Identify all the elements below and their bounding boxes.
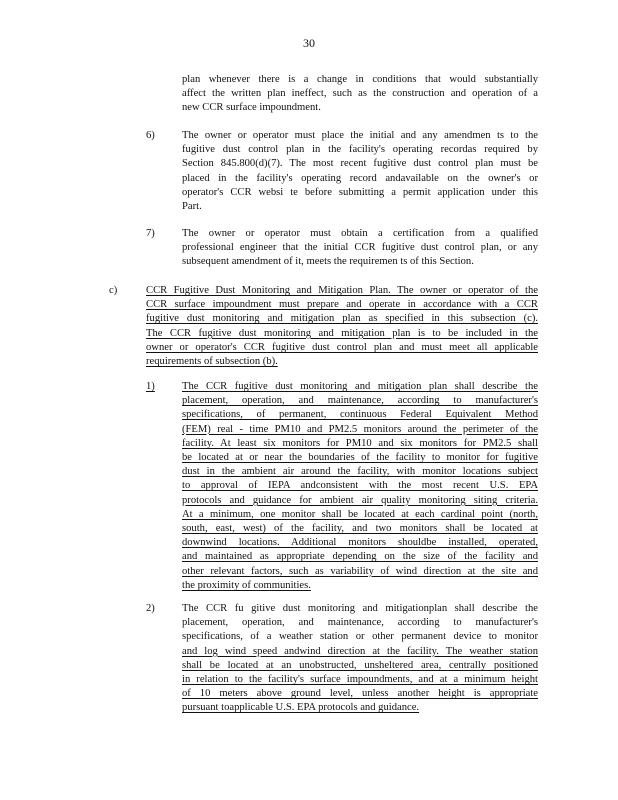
text-line: pursuant toapplicable U.S. EPA protocols and guidance. (182, 702, 420, 714)
text-line: in relation to the facility's surface impoundments, and at a minimum height (182, 674, 538, 686)
paragraph-continuation (182, 73, 538, 116)
text-line: specifications, of a weather station or other permanent device to monitor (182, 631, 538, 643)
text-line: be located at or near the boundaries of the facility to monitor for fugitive (182, 452, 538, 464)
text-line: CCR Fugitive Dust Monitoring and Mitigation Plan. The owner or operator of the (146, 285, 538, 296)
text-line: operator's CCR websi te before submitting a permit application under this (182, 186, 538, 198)
text-line: The CCR fu gitive dust monitoring and mitigationplan shall describe the (182, 603, 538, 614)
paragraph-item-c1 (182, 380, 538, 593)
text-line: shall be located at an unobstructed, unsheltered area, centrally positioned (182, 659, 538, 671)
text-line: The CCR fugitive dust monitoring and mitigation plan shall describe the (182, 381, 538, 392)
text-line: (FEM) real - time PM10 and PM2.5 monitors around the perimeter of the (182, 423, 538, 435)
text-line: The CCR fugitive dust monitoring and mitigation plan is to be included in the (146, 327, 538, 339)
text-line: facility. At least six monitors for PM10 and six monitors for PM2.5 shall (182, 437, 538, 449)
text-line: of 10 meters above ground level, unless another height is appropriate (182, 688, 538, 700)
text-line: affect the written plan ineffect, such as the construction and operation of a (182, 88, 538, 100)
paragraph-item-c (146, 284, 538, 369)
paragraph-item-c2 (182, 602, 538, 716)
paragraph-item-7 (182, 227, 538, 270)
text-line: professional engineer that the initial CCR fugitive dust control plan, or any (182, 242, 538, 254)
text-line: to approval of IEPA andconsistent with the most recent U.S. EPA (182, 480, 538, 492)
item-marker-c2: 2) (146, 603, 155, 614)
text-line: placed in the facility's operating record andavailable on the owner's or (182, 172, 538, 184)
text-line: owner or operator's CCR fugitive dust control plan and must meet all applicable (146, 341, 538, 353)
item-marker-c1: 1) (146, 381, 155, 392)
text-line: and maintained as appropriate depending on the size of the facility and (182, 551, 538, 563)
text-line: The owner or operator must place the initial and any amendmen ts to the (182, 130, 538, 141)
text-line: protocols and guidance for ambient air quality monitoring siting criteria. (182, 494, 538, 506)
text-line: fugitive dust monitoring and mitigation plan as specified in this subsection (c). (146, 313, 538, 325)
item-marker-7: 7) (146, 228, 155, 239)
text-line: placement, operation, and maintenance, according to manufacturer's (182, 395, 538, 407)
text-line: dust in the ambient air around the facility, with monitor locations subject (182, 466, 538, 478)
text-line: Section 845.800(d)(7). The most recent fugitive dust control plan must be (182, 158, 538, 170)
page-number: 30 (303, 36, 315, 50)
text-line: downwind locations. Additional monitors shouldbe installed, operated, (182, 537, 538, 549)
text-line: fugitive dust control plan in the facility's operating recordas required by (182, 144, 538, 156)
item-marker-6: 6) (146, 130, 155, 141)
item-marker-c: c) (109, 285, 118, 296)
text-line: The owner or operator must obtain a certification from a qualified (182, 228, 538, 239)
text-line: and log wind speed andwind direction at the facility. The weather station (182, 645, 538, 657)
text-line: other relevant factors, such as variability of wind direction at the site and (182, 565, 538, 577)
text-line: subsequent amendment of it, meets the requiremen ts of this Section. (182, 256, 474, 268)
text-line: specifications, of permanent, continuous Federal Equivalent Method (182, 409, 538, 421)
text-line: At a minimum, one monitor shall be located at each cardinal point (north, (182, 508, 538, 520)
text-line: the proximity of communities. (182, 579, 311, 591)
text-line: Part. (182, 201, 202, 213)
text-line: placement, operation, and maintenance, according to manufacturer's (182, 617, 538, 629)
text-line: requirements of subsection (b). (146, 356, 278, 368)
text-line: south, east, west) of the facility, and two monitors shall be located at (182, 523, 538, 535)
text-line: new CCR surface impoundment. (182, 102, 321, 114)
paragraph-item-6 (182, 129, 538, 214)
text-line: plan whenever there is a change in conditions that would substantially (182, 74, 538, 85)
text-line: CCR surface impoundment must prepare and operate in accordance with a CCR (146, 299, 538, 311)
